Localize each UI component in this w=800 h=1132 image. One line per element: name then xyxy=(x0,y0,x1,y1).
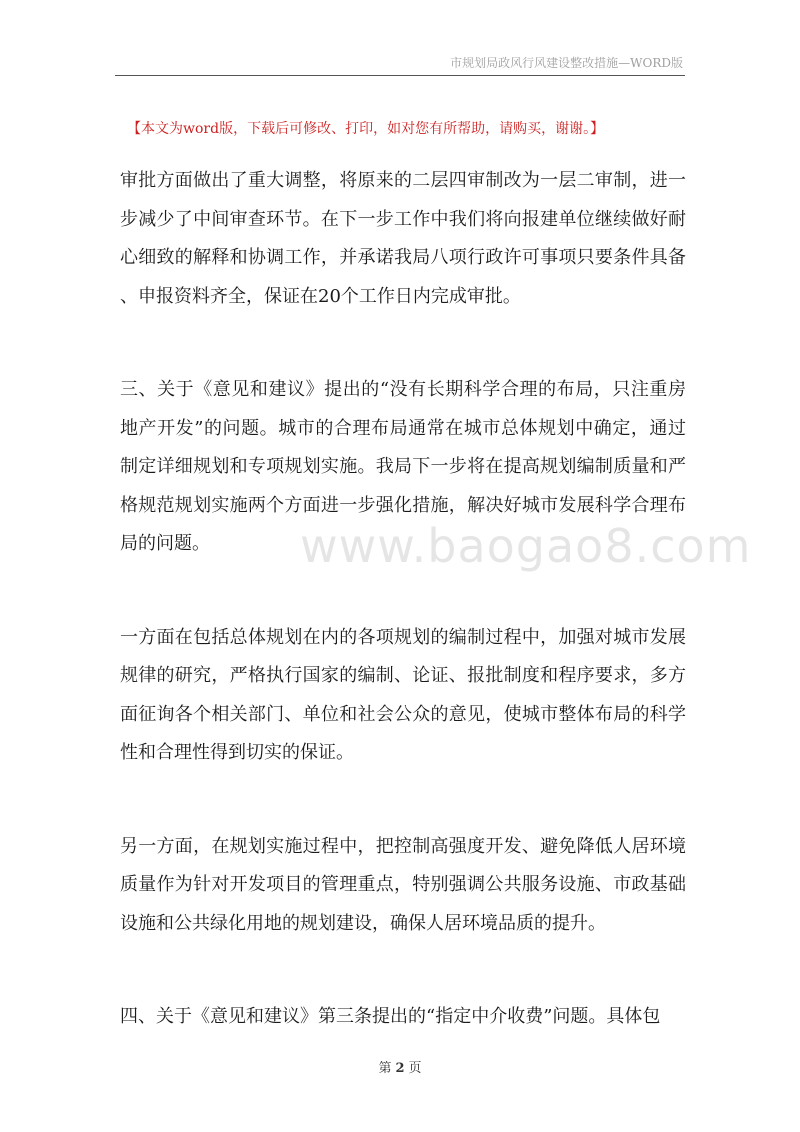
header-divider xyxy=(115,75,685,76)
footer-prefix: 第 xyxy=(378,1061,392,1076)
watermark: www.baogao8.com xyxy=(300,519,752,573)
page-number: 2 xyxy=(395,1061,405,1076)
document-body xyxy=(120,162,686,1092)
paragraph-4: 另一方面，在规划实施过程中，把控制高强度开发、避免降低人居环境质量作为针对开发项目的管理重点，特别强调公共服务设施、市政基础设施和公共绿化用地的规划建设，确保人居环境品质的提升。 xyxy=(120,835,686,934)
page-footer xyxy=(0,1057,800,1076)
paragraph-3: 一方面在包括总体规划在内的各项规划的编制过程中，加强对城市发展规律的研究，严格执行国家的编制、论证、报批制度和程序要求，多方面征询各个相关部门、单位和社会公众的意见，使城市整体布局的科学性和合理性得到切实的保证。 xyxy=(120,626,686,763)
header-title: 市规划局政风行风建设整改措施—WORD版 xyxy=(450,56,683,70)
paragraph-2: 三、关于《意见和建议》提出的“没有长期科学合理的布局，只注重房地产开发”的问题。城市的合理布局通常在城市总体规划中确定，通过制定详细规划和专项规划实施。我局下一步将在提高规划编制质量和严格规范规划实施两个方面进一步强化措施，解决好城市发展科学合理布局的问题。 xyxy=(120,379,686,554)
paragraph-1: 审批方面做出了重大调整，将原来的二层四审制改为一层二审制，进一步减少了中间审查环节。在下一步工作中我们将向报建单位继续做好耐心细致的解释和协调工作，并承诺我局八项行政许可事项只要条件具备、申报资料齐全，保证在20个工作日内完成审批。 xyxy=(120,170,686,307)
download-notice: 【本文为word版，下载后可修改、打印，如对您有所帮助，请购买，谢谢。】 xyxy=(127,121,605,137)
footer-suffix: 页 xyxy=(408,1061,422,1076)
paragraph-5: 四、关于《意见和建议》第三条提出的“指定中介收费”问题。具体包 xyxy=(120,1006,661,1027)
page-header xyxy=(0,0,800,76)
